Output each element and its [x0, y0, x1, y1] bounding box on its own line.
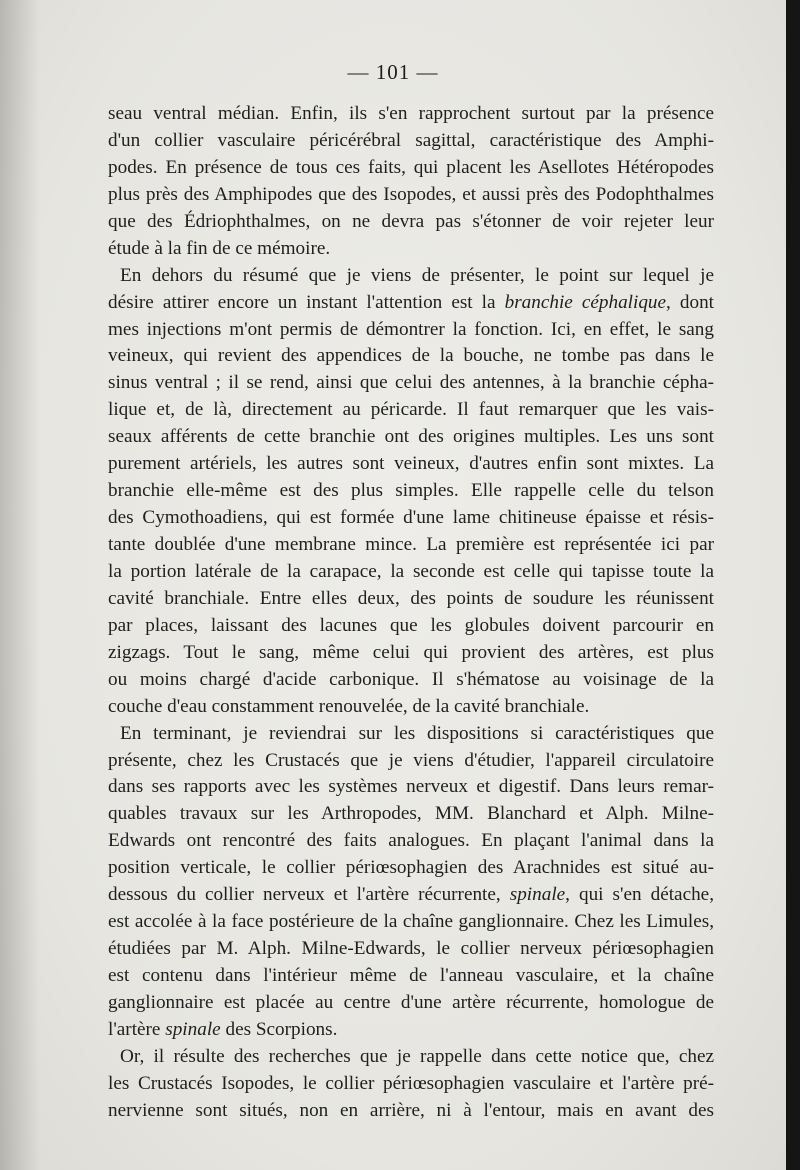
page-number: — 101 — [347, 60, 439, 84]
text-line: Or, il résulte des recherches que je rappelle dans cette notice que, chez [120, 1045, 714, 1067]
text-line: l'artère spinale des Scorpions. [108, 1018, 338, 1040]
text-line: dans ses rapports avec les systèmes nerveux et digestif. Dans leurs remar- [108, 776, 714, 798]
text-line: En dehors du résumé que je viens de présenter, le point sur lequel je [120, 264, 714, 286]
text-line: la portion latérale de la carapace, la seconde est celle qui tapisse toute la [108, 560, 714, 582]
text-line: ganglionnaire est placée au centre d'une artère récurrente, homologue de [108, 991, 714, 1013]
text-line: cavité branchiale. Entre elles deux, des points de soudure les réunissent [108, 587, 714, 609]
text-line: veineux, qui revient des appendices de la bouche, ne tombe pas dans le [108, 345, 714, 367]
text-line: podes. En présence de tous ces faits, qui placent les Asellotes Hétéropodes [108, 156, 714, 178]
text-line: quables travaux sur les Arthropodes, MM. Blanchard et Alph. Milne- [108, 803, 714, 825]
text-line: plus près des Amphipodes que des Isopodes, et aussi près des Podophthalmes [108, 183, 714, 205]
text-line: mes injections m'ont permis de démontrer la fonction. Ici, en effet, le sang [108, 318, 714, 340]
page-gutter-shadow [0, 0, 40, 1170]
text-line: que des Édriophthalmes, on ne devra pas s'étonner de voir rejeter leur [108, 210, 714, 232]
text-line: désire attirer encore un instant l'attention est la branchie céphalique, dont [108, 291, 714, 313]
text-line: tante doublée d'une membrane mince. La première est représentée ici par [108, 534, 714, 555]
text-line: branchie elle-même est des plus simples. Elle rappelle celle du telson [108, 480, 714, 502]
text-line: nervienne sont situés, non en arrière, ni à l'entour, mais en avant des [108, 1099, 714, 1121]
scan-dark-edge [786, 0, 800, 1170]
text-line: d'un collier vasculaire péricérébral sagittal, caractéristique des Amphi- [108, 129, 714, 151]
text-line: présente, chez les Crustacés que je viens d'étudier, l'appareil circulatoire [108, 749, 714, 771]
text-line: étudiées par M. Alph. Milne-Edwards, le collier nerveux périœsophagien [108, 938, 714, 960]
text-line: dessous du collier nerveux et l'artère récurrente, spinale, qui s'en détache, [108, 884, 714, 906]
text-line: purement artériels, les autres sont veineux, d'autres enfin sont mixtes. La [108, 453, 714, 475]
paragraph-4 [108, 1044, 714, 1125]
text-line: étude à la fin de ce mémoire. [108, 237, 331, 259]
text-line: Edwards ont rencontré des faits analogues. En plaçant l'animal dans la [108, 830, 714, 852]
text-line: position verticale, le collier périœsophagien des Arachnides est situé au- [108, 857, 714, 879]
text-line: est accolée à la face postérieure de la chaîne ganglionnaire. Chez les Limules, [108, 911, 714, 933]
text-line: des Cymothoadiens, qui est formée d'une lame chitineuse épaisse et résis- [108, 507, 714, 529]
text-line: lique et, de là, directement au péricarde. Il faut remarquer que les vais- [108, 399, 714, 421]
text-line: zigzags. Tout le sang, même celui qui provient des artères, est plus [108, 641, 714, 663]
text-line: En terminant, je reviendrai sur les dispositions si caractéristiques que [120, 722, 714, 744]
text-line: seau ventral médian. Enfin, ils s'en rapprochent surtout par la présence [108, 103, 714, 124]
paragraph-3 [108, 721, 714, 1044]
text-line: sinus ventral ; il se rend, ainsi que celui des antennes, à la branchie cépha- [108, 372, 714, 394]
text-line: les Crustacés Isopodes, le collier périœsophagien vasculaire et l'artère pré- [108, 1072, 714, 1094]
text-line: seaux afférents de cette branchie ont des origines multiples. Les uns sont [108, 426, 714, 448]
text-line: par places, laissant des lacunes que les globules doivent parcourir en [108, 614, 714, 636]
text-line: ou moins chargé d'acide carbonique. Il s'hématose au voisinage de la [108, 668, 714, 690]
paragraph-1 [108, 101, 714, 263]
paragraph-2 [108, 263, 714, 721]
text-line: est contenu dans l'intérieur même de l'anneau vasculaire, et la chaîne [108, 965, 714, 986]
text-line: couche d'eau constamment renouvelée, de la cavité branchiale. [108, 695, 590, 717]
body-text [108, 101, 714, 1125]
